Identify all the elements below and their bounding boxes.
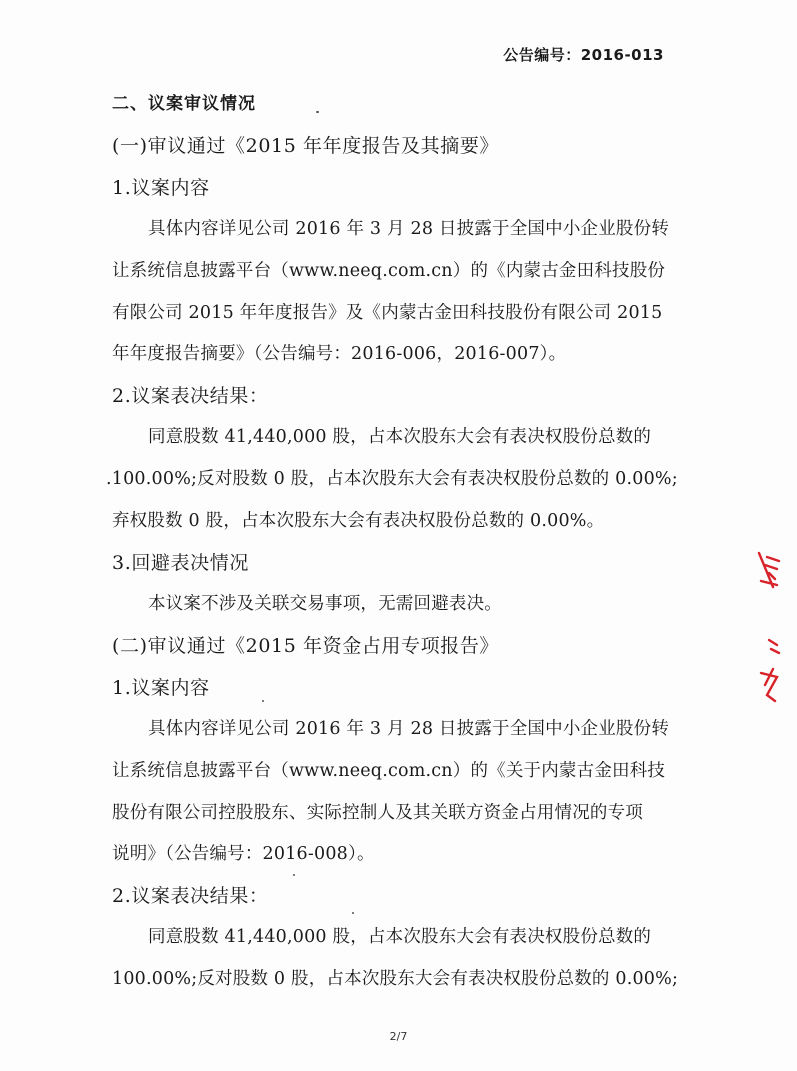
motion1-vote-heading: 2.议案表决结果： <box>112 385 269 407</box>
motion2-vote-heading: 2.议案表决结果： <box>112 885 269 907</box>
motion1-content-line: 具体内容详见公司 2016 年 3 月 28 日披露于全国中小企业股份转 <box>148 219 670 239</box>
motion2-content-line: 说明》（公告编号：2016-008）。 <box>112 844 375 864</box>
scan-speck <box>262 700 264 702</box>
motion2-content-line: 具体内容详见公司 2016 年 3 月 28 日披露于全国中小企业股份转 <box>148 719 670 739</box>
motion1-vote-line: 同意股数 41,440,000 股，占本次股东大会有表决权股份总数的 <box>148 427 652 447</box>
motion1-vote-line: .100.00%;反对股数 0 股，占本次股东大会有表决权股份总数的 0.00%; <box>106 469 678 489</box>
motion1-content-line: 让系统信息披露平台（www.neeq.com.cn）的《内蒙古金田科技股份 <box>112 261 666 281</box>
page-number: 2/7 <box>389 1030 408 1043</box>
motion1-vote-line: 弃权股数 0 股，占本次股东大会有表决权股份总数的 0.00%。 <box>112 511 605 531</box>
section-title: 二、议案审议情况 <box>112 94 256 114</box>
motion1-heading: (一)审议通过《2015 年年度报告及其摘要》 <box>112 135 500 157</box>
motion2-vote-line: 100.00%;反对股数 0 股，占本次股东大会有表决权股份总数的 0.00%; <box>112 969 679 989</box>
motion1-content-line: 有限公司 2015 年年度报告》及《内蒙古金田科技股份有限公司 2015 <box>112 303 663 323</box>
motion1-content-line: 年年度报告摘要》（公告编号：2016-006，2016-007）。 <box>112 344 567 364</box>
seal-fragment-icon <box>753 545 783 715</box>
scan-speck <box>352 912 354 914</box>
motion1-recusal-text: 本议案不涉及关联交易事项，无需回避表决。 <box>148 594 502 614</box>
motion1-content-heading: 1.议案内容 <box>112 177 210 199</box>
motion2-content-heading: 1.议案内容 <box>112 677 210 699</box>
announcement-number: 公告编号：2016-013 <box>503 46 664 64</box>
motion1-recusal-heading: 3.回避表决情况 <box>112 552 249 574</box>
motion2-content-line: 让系统信息披露平台（www.neeq.com.cn）的《关于内蒙古金田科技 <box>112 761 666 781</box>
scan-speck <box>293 874 295 876</box>
motion2-heading: (二)审议通过《2015 年资金占用专项报告》 <box>112 635 500 657</box>
motion2-content-line: 股份有限公司控股股东、实际控制人及其关联方资金占用情况的专项 <box>112 803 643 823</box>
motion2-vote-line: 同意股数 41,440,000 股，占本次股东大会有表决权股份总数的 <box>148 927 652 947</box>
scan-speck <box>316 111 319 113</box>
